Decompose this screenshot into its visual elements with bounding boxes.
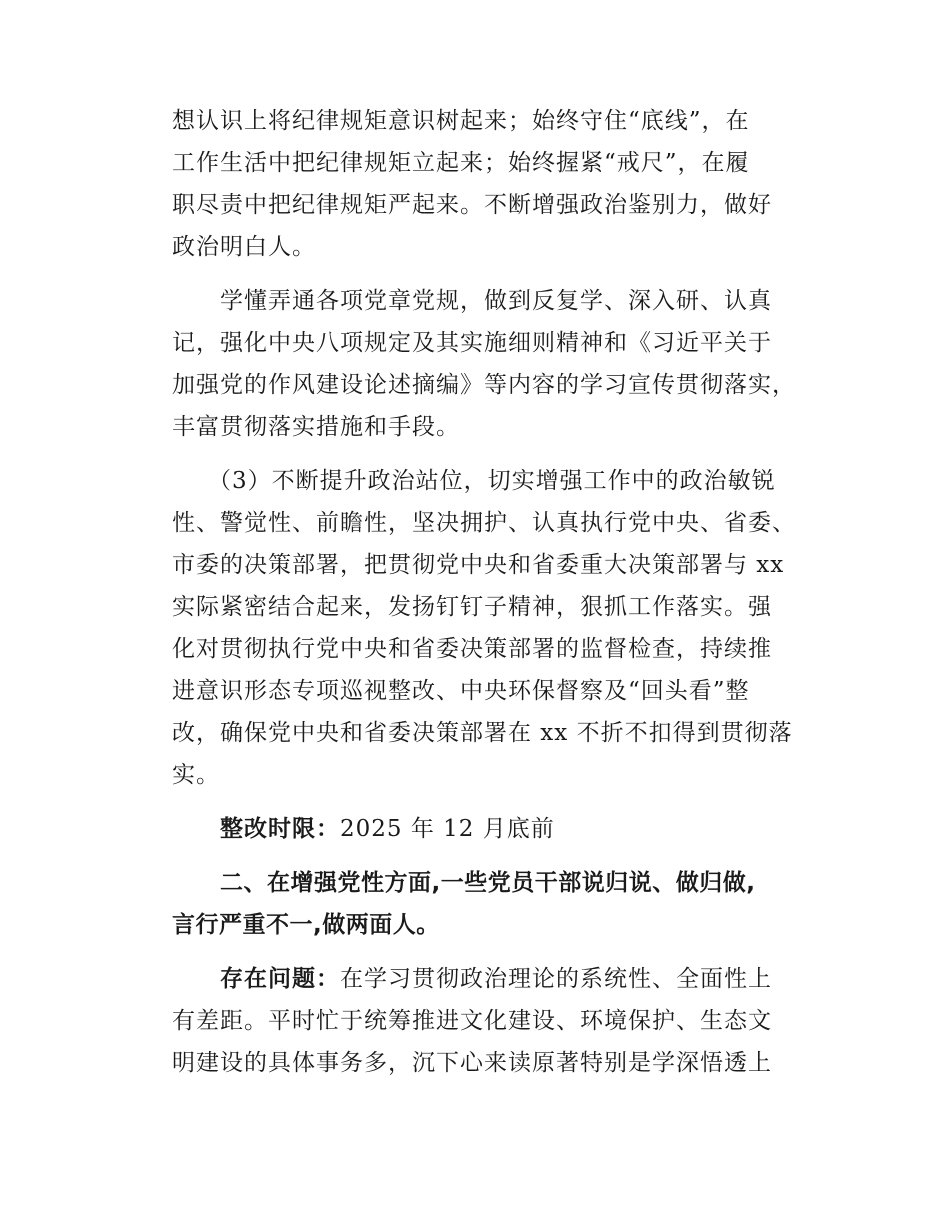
text-line: 进意识形态专项巡视整改、中央环保督察及“回头看”整 bbox=[172, 678, 750, 704]
text-line: （3）不断提升政治站位，切实增强工作中的政治敏锐 bbox=[208, 468, 776, 494]
text-line: 想认识上将纪律规矩意识树起来；始终守住“底线”，在 bbox=[172, 108, 750, 134]
text-line: 政治明白人。 bbox=[172, 234, 316, 260]
text-line: 有差距。平时忙于统筹推进文化建设、环境保护、生态文 bbox=[172, 1008, 772, 1034]
deadline-line bbox=[172, 808, 797, 850]
text-line: 实。 bbox=[172, 762, 220, 788]
text-line: 职尽责中把纪律规矩严起来。不断增强政治鉴别力，做好 bbox=[172, 192, 772, 218]
text-line: 化对贯彻执行党中央和省委决策部署的监督检查，持续推 bbox=[172, 636, 772, 662]
heading-line: 二、在增强党性方面,一些党员干部说归说、做归做, bbox=[220, 870, 756, 896]
issue-label: 存在问题： bbox=[220, 966, 340, 992]
text-line: 改，确保党中央和省委决策部署在 xx 不折不扣得到贯彻落 bbox=[172, 720, 793, 746]
paragraph-party-rules bbox=[172, 280, 797, 448]
text-line: 市委的决策部署，把贯彻党中央和省委重大决策部署与 xx bbox=[172, 552, 785, 578]
text-line: 加强党的作风建设论述摘编》等内容的学习宣传贯彻落实， bbox=[172, 372, 796, 398]
paragraph-political-stance bbox=[172, 460, 797, 796]
document-page bbox=[172, 100, 797, 1084]
text-line: 丰富贯彻落实措施和手段。 bbox=[172, 414, 460, 440]
text-line: 工作生活中把纪律规矩立起来；始终握紧“戒尺”，在履 bbox=[172, 150, 750, 176]
paragraph-discipline bbox=[172, 100, 797, 268]
deadline-value: 2025 年 12 月底前 bbox=[340, 816, 555, 842]
text-line: 明建设的具体事务多，沉下心来读原著特别是学深悟透上 bbox=[172, 1050, 772, 1076]
text-line: 记，强化中央八项规定及其实施细则精神和《习近平关于 bbox=[172, 330, 772, 356]
heading-line: 言行严重不一,做两面人。 bbox=[172, 912, 440, 938]
text-line: 实际紧密结合起来，发扬钉钉子精神，狠抓工作落实。强 bbox=[172, 594, 772, 620]
section-heading-party-spirit bbox=[172, 862, 797, 946]
paragraph-existing-issue bbox=[172, 958, 797, 1084]
text-line: 性、警觉性、前瞻性，坚决拥护、认真执行党中央、省委、 bbox=[172, 510, 796, 536]
text-line: 学懂弄通各项党章党规，做到反复学、深入研、认真 bbox=[220, 288, 772, 314]
deadline-label: 整改时限： bbox=[220, 816, 340, 842]
text-line: 在学习贯彻政治理论的系统性、全面性上 bbox=[340, 966, 772, 992]
